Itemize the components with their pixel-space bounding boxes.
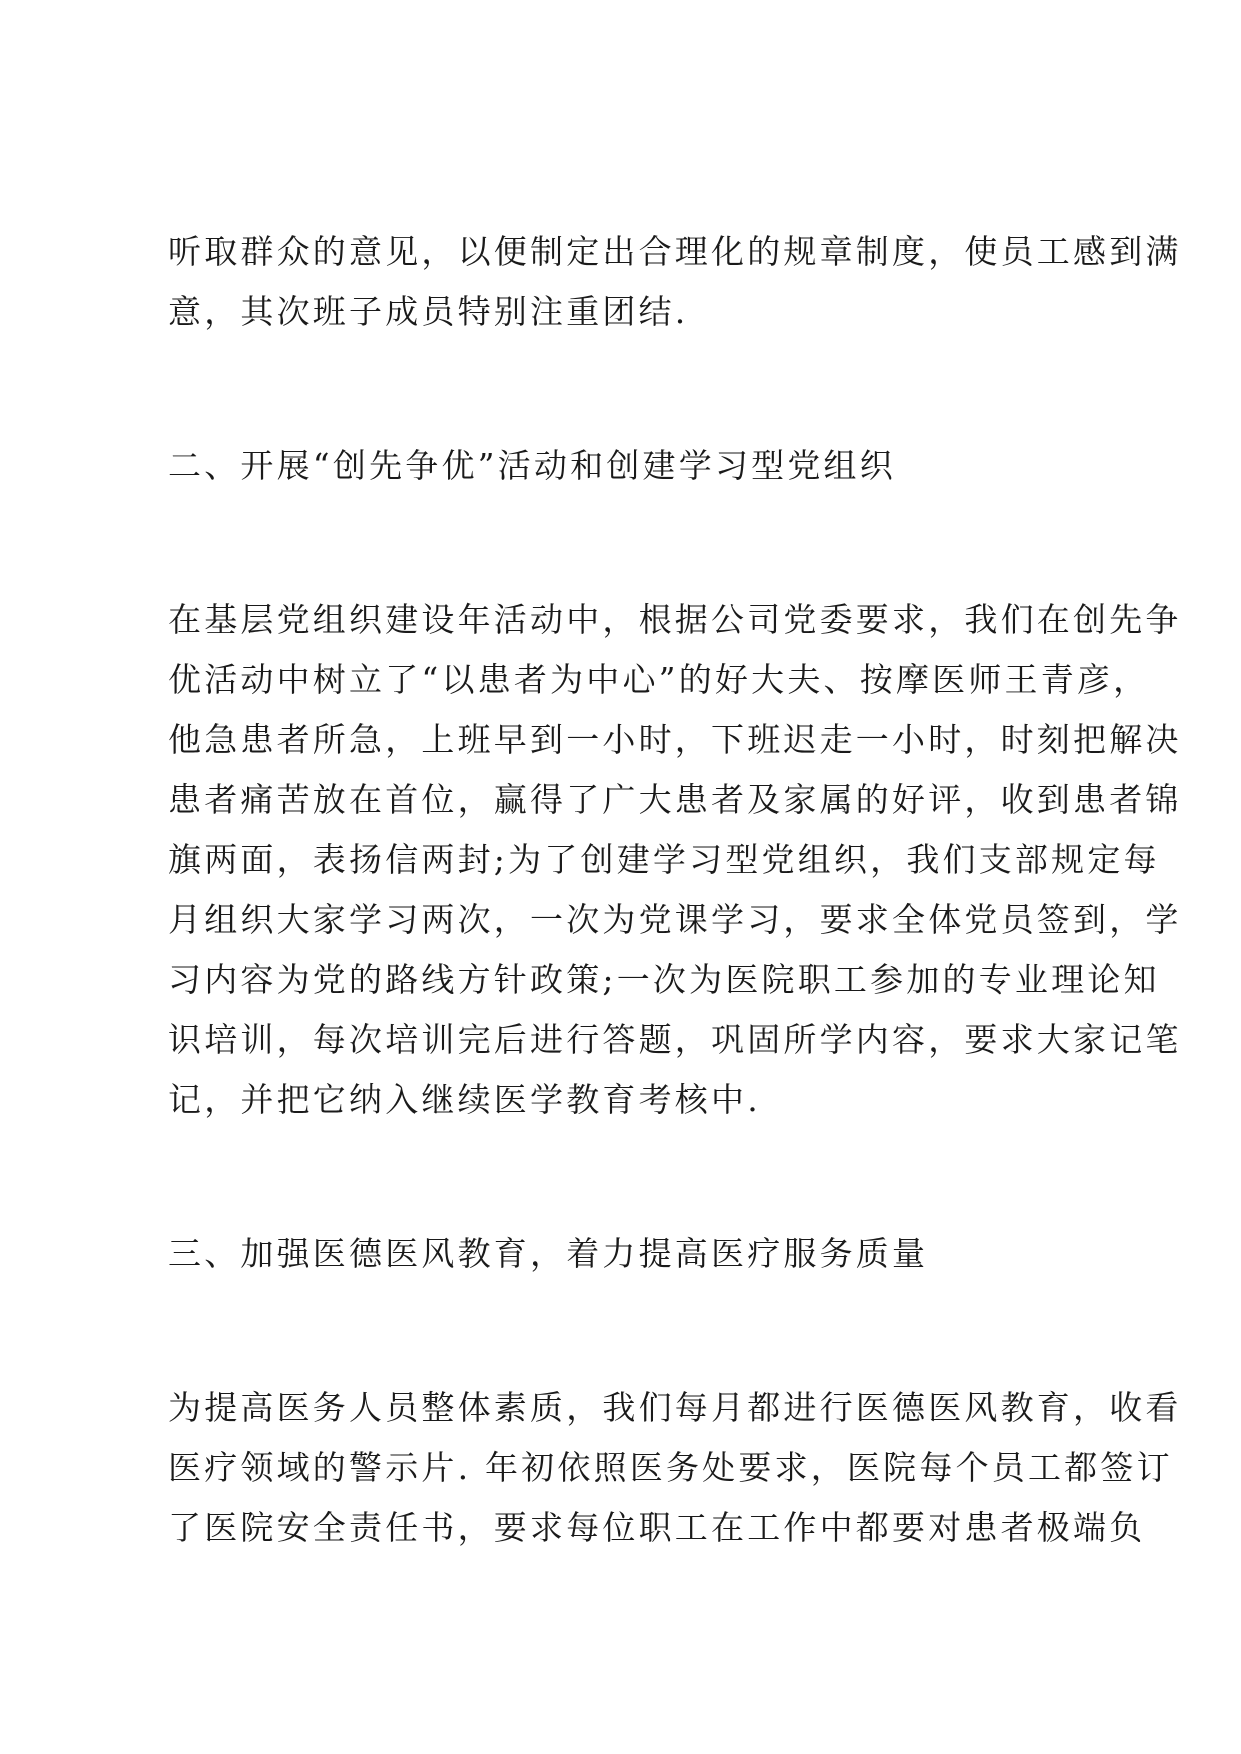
text-line: 听取群众的意见，以便制定出合理化的规章制度，使员工感到满: [168, 232, 1182, 271]
section-heading-3: [168, 1224, 1088, 1284]
text-line: 了医院安全责任书，要求每位职工在工作中都要对患者极端负: [168, 1508, 1146, 1547]
text-line: 旗两面，表扬信两封;为了创建学习型党组织，我们支部规定每: [168, 840, 1160, 879]
heading-text: 二、开展“创先争优”活动和创建学习型党组织: [168, 446, 896, 485]
text-line: 记，并把它纳入继续医学教育考核中.: [168, 1080, 761, 1119]
text-line: 优活动中树立了“以患者为中心”的好大夫、按摩医师王青彦，: [168, 660, 1150, 699]
text-line: 识培训，每次培训完后进行答题，巩固所学内容，要求大家记笔: [168, 1020, 1182, 1059]
text-line: 医疗领域的警示片. 年初依照医务处要求，医院每个员工都签订: [168, 1448, 1173, 1487]
text-line: 他急患者所急，上班早到一小时，下班迟走一小时，时刻把解决: [168, 720, 1182, 759]
text-line: 在基层党组织建设年活动中，根据公司党委要求，我们在创先争: [168, 600, 1182, 639]
document-body: [168, 222, 1182, 1652]
text-line: 习内容为党的路线方针政策;一次为医院职工参加的专业理论知: [168, 960, 1160, 999]
text-line: 意，其次班子成员特别注重团结.: [168, 292, 689, 331]
paragraph-intro: [168, 222, 1182, 342]
text-line: 为提高医务人员整体素质，我们每月都进行医德医风教育，收看: [168, 1388, 1182, 1427]
section-heading-2: [168, 436, 1088, 496]
text-line: 患者痛苦放在首位，赢得了广大患者及家属的好评，收到患者锦: [168, 780, 1182, 819]
text-line: 月组织大家学习两次，一次为党课学习，要求全体党员签到，学: [168, 900, 1182, 939]
heading-text: 三、加强医德医风教育，着力提高医疗服务质量: [168, 1234, 929, 1273]
paragraph-section-3: [168, 1378, 1182, 1558]
paragraph-section-2: [168, 590, 1182, 1130]
